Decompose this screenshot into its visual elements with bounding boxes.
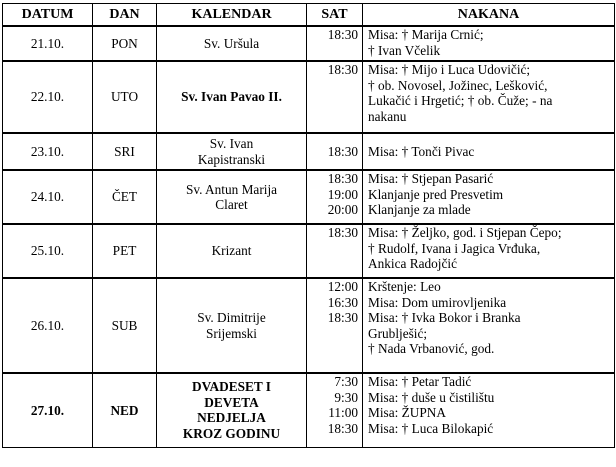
- kalendar-line: Sv. Ivan Pavao II.: [181, 89, 282, 105]
- time-line: 12:00: [327, 279, 358, 294]
- row-dan: UTO: [93, 61, 157, 133]
- intention-line: Misa: † Marija Crnić;: [368, 27, 484, 42]
- time-line: 18:30: [327, 420, 358, 436]
- header-sat: SAT: [307, 4, 363, 27]
- intention-line: Misa: † Luca Bilokapić: [368, 420, 494, 436]
- row-kalendar: [157, 224, 307, 278]
- table-row: [3, 170, 615, 224]
- row-dan: ČET: [93, 170, 157, 224]
- row-datum: 21.10.: [3, 26, 93, 61]
- row-sat: [307, 26, 363, 61]
- header-nakana: NAKANA: [363, 4, 615, 27]
- intention-line: Klanjanje za mlade: [368, 202, 471, 217]
- row-kalendar: [157, 170, 307, 224]
- row-dan: NED: [93, 373, 157, 447]
- row-nakana: [363, 26, 615, 61]
- row-datum: 26.10.: [3, 278, 93, 373]
- kalendar-line: Kapistranski: [197, 151, 266, 167]
- row-nakana: [363, 224, 615, 278]
- row-nakana: [363, 133, 615, 170]
- kalendar-line: Sv. Ivan: [209, 136, 254, 151]
- row-nakana: [363, 170, 615, 224]
- intention-line: Misa: † Tonči Pivac: [368, 143, 475, 159]
- intention-line: Misa: † Željko, god. i Stjepan Čepo;: [368, 225, 562, 240]
- table-row: [3, 61, 615, 133]
- time-line: 19:00: [327, 186, 358, 202]
- row-dan: PET: [93, 224, 157, 278]
- table-row: [3, 224, 615, 278]
- intention-line: Misa: † Ivka Bokor i Branka: [368, 310, 521, 325]
- intention-line: Misa: † duše u čistilištu: [368, 389, 495, 405]
- row-datum: 23.10.: [3, 133, 93, 170]
- row-nakana: [363, 61, 615, 133]
- time-line: 18:30: [327, 62, 358, 77]
- intention-line: † Ivan Včelik: [368, 42, 441, 58]
- row-sat: [307, 170, 363, 224]
- table-row: [3, 278, 615, 373]
- time-line: 11:00: [328, 405, 358, 420]
- intention-line: Misa: † Mijo i Luca Udovičić;: [368, 62, 531, 77]
- time-line: 18:30: [327, 143, 358, 159]
- intention-line: Misa: † Stjepan Pasarić: [368, 171, 494, 186]
- kalendar-line: Claret: [215, 197, 248, 212]
- row-datum: 24.10.: [3, 170, 93, 224]
- time-line: 18:30: [327, 225, 358, 240]
- kalendar-line: DEVETA: [204, 394, 259, 410]
- kalendar-line: Sv. Dimitrije: [197, 310, 266, 325]
- time-line: 18:30: [327, 27, 358, 42]
- row-nakana: [363, 278, 615, 373]
- kalendar-line: Sv. Antun Marija: [185, 181, 278, 197]
- row-kalendar: [157, 26, 307, 61]
- table-row: [3, 133, 615, 170]
- header-row: [3, 4, 615, 27]
- row-dan: SUB: [93, 278, 157, 373]
- intention-line: Lukačić i Hrgetić; † ob. Čuže; - na: [368, 93, 553, 108]
- intention-line: Misa: ŽUPNA: [368, 405, 446, 420]
- time-line: 9:30: [334, 389, 358, 405]
- row-sat: [307, 133, 363, 170]
- intention-line: Klanjanje pred Presvetim: [368, 186, 504, 202]
- table-row: [3, 26, 615, 61]
- row-kalendar: [157, 278, 307, 373]
- row-kalendar: [157, 133, 307, 170]
- kalendar-line: NEDJELJA: [197, 410, 266, 426]
- intention-line: Krštenje: Leo: [368, 279, 441, 294]
- row-datum: 25.10.: [3, 224, 93, 278]
- kalendar-line: Sv. Uršula: [203, 35, 260, 51]
- header-datum: DATUM: [3, 4, 93, 27]
- row-nakana: [363, 373, 615, 447]
- row-kalendar: [157, 61, 307, 133]
- intention-line: Grublješić;: [368, 325, 428, 341]
- row-kalendar: [157, 373, 307, 447]
- table-row: [3, 373, 615, 447]
- intention-line: Misa: Dom umirovljenika: [368, 294, 507, 310]
- intention-line: † Nada Vrbanović, god.: [368, 341, 495, 356]
- mass-schedule-table: [2, 3, 615, 448]
- row-sat: [307, 373, 363, 447]
- intention-line: † Rudolf, Ivana i Jagica Vrđuka,: [368, 240, 541, 256]
- row-dan: SRI: [93, 133, 157, 170]
- intention-line: Misa: † Petar Tadić: [368, 374, 472, 389]
- time-line: 7:30: [334, 374, 358, 389]
- row-datum: 27.10.: [3, 373, 93, 447]
- time-line: 16:30: [327, 294, 358, 310]
- row-sat: [307, 278, 363, 373]
- time-line: 18:30: [327, 310, 358, 325]
- row-sat: [307, 61, 363, 133]
- header-kalendar: KALENDAR: [157, 4, 307, 27]
- row-sat: [307, 224, 363, 278]
- row-datum: 22.10.: [3, 61, 93, 133]
- time-line: 20:00: [327, 202, 358, 217]
- kalendar-line: Srijemski: [206, 325, 257, 341]
- kalendar-line: Krizant: [211, 243, 252, 259]
- kalendar-line: DVADESET I: [192, 379, 271, 395]
- intention-line: nakanu: [368, 108, 407, 124]
- kalendar-line: KROZ GODINU: [182, 425, 281, 441]
- intention-line: Ankica Radojčić: [368, 256, 457, 271]
- time-line: 18:30: [327, 171, 358, 186]
- intention-line: † ob. Novosel, Jožinec, Lešković,: [368, 77, 548, 93]
- header-dan: DAN: [93, 4, 157, 27]
- row-dan: PON: [93, 26, 157, 61]
